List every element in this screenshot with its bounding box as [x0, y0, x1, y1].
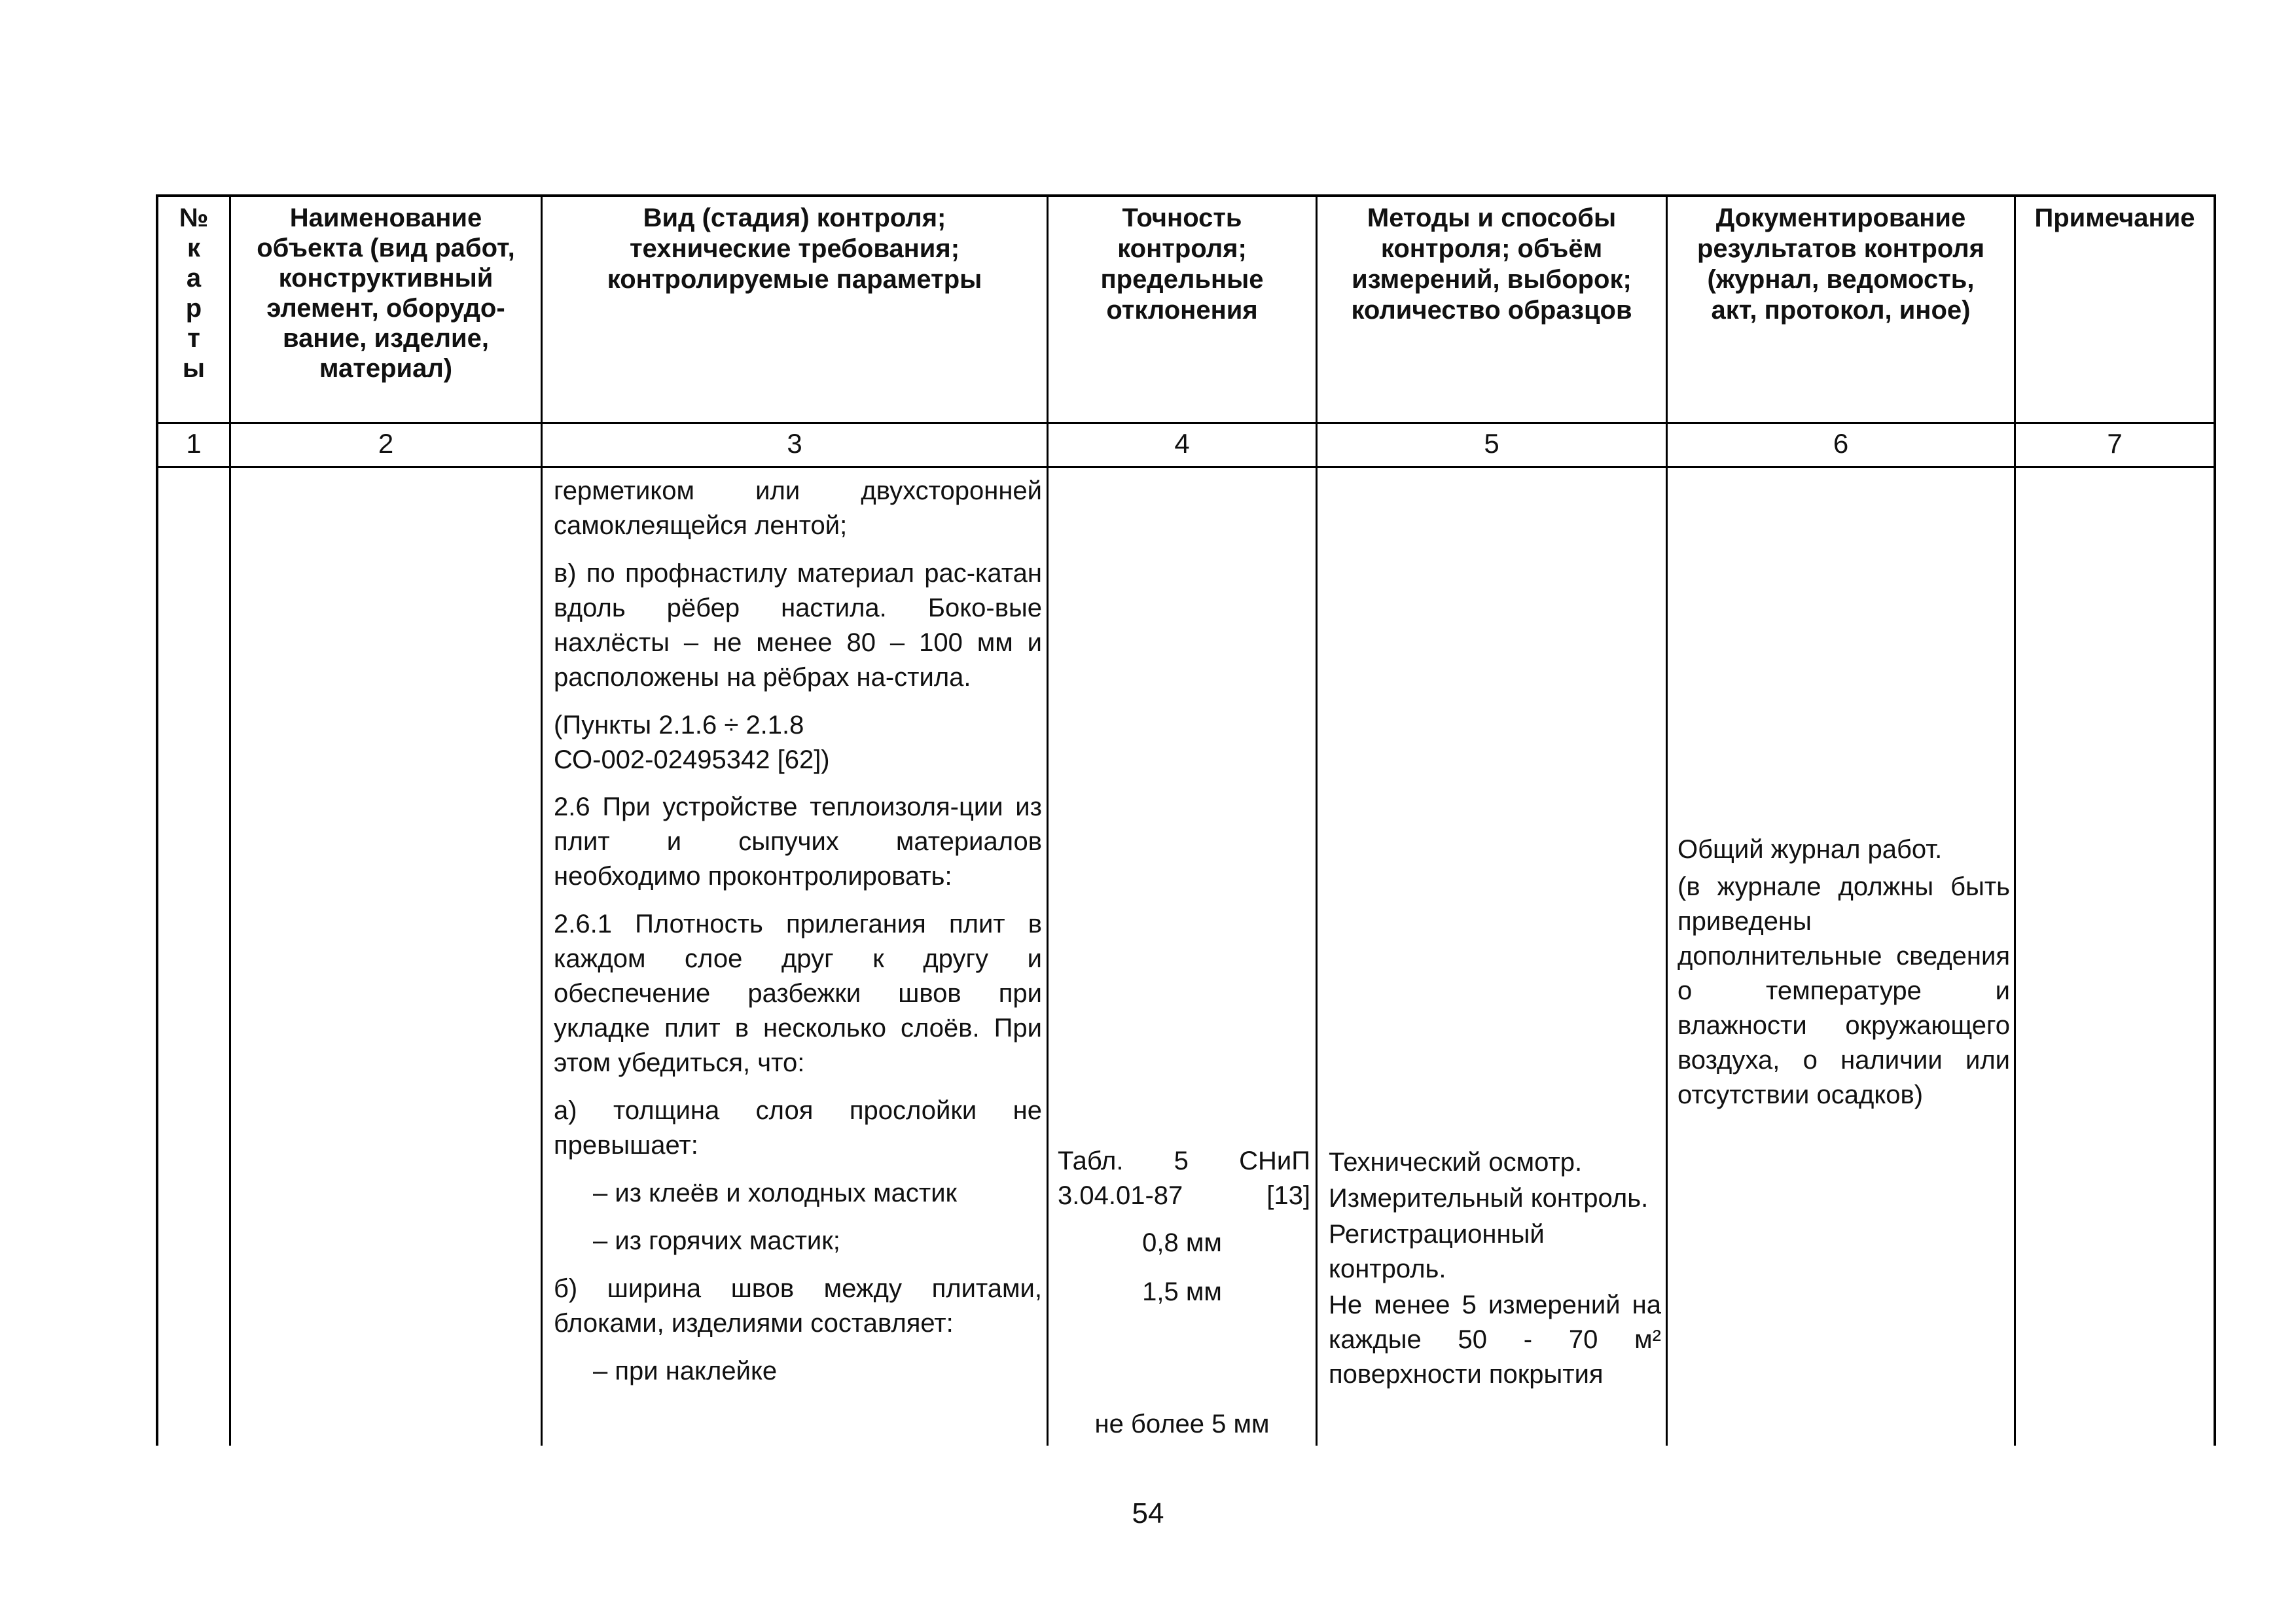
col-divider-5 [1666, 194, 1668, 1446]
header-card-number: № к а р т ы [179, 204, 209, 383]
header-object-name: Наименование объекта (вид работ, конструктивный элемент, оборудо- вание, изделие, материал) [257, 204, 515, 383]
documentation-cell [1677, 832, 2010, 1113]
col-number-2: 2 [378, 428, 394, 459]
header-note: Примечание [2034, 204, 2195, 232]
col-number-7: 7 [2107, 428, 2123, 459]
requirement-profiled-sheet: в) по профнастилу материал рас-катан вдоль рёбер настила. Боко-вые нахлёсты – не менее 80 – 100 мм и расположены на рёбрах на-стила. [554, 559, 1042, 692]
col-number-5: 5 [1484, 428, 1499, 459]
col-number-6: 6 [1833, 428, 1849, 459]
header-accuracy: Точность контроля; предельные отклонения [1100, 204, 1264, 325]
method-registration: Регистрационный контроль. [1329, 1220, 1545, 1283]
requirement-gluing: – при наклейке [593, 1357, 778, 1385]
documentation-details: (в журнале должны быть приведены дополнительные сведения о температуре и влажности окружающего воздуха, о наличии или отсутствии осадков) [1677, 872, 2010, 1109]
header-methods: Методы и способы контроля; объём измерений, выборок; количество образцов [1351, 204, 1632, 325]
tolerance-hot-mastic: 1,5 мм [1142, 1277, 1222, 1306]
requirement-cold-mastic: – из клеёв и холодных мастик [593, 1179, 958, 1207]
requirement-2-6: 2.6 При устройстве теплоизоля-ции из плит и сыпучих материалов необходимо проконтролировать: [554, 793, 1042, 891]
requirement-layer-thickness: а) толщина слоя прослойки не превышает: [554, 1096, 1042, 1160]
documentation-journal: Общий журнал работ. [1677, 835, 1943, 864]
col-divider-4 [1316, 194, 1318, 1446]
col-number-4: 4 [1174, 428, 1190, 459]
requirement-hot-mastic: – из горячих мастик; [593, 1226, 840, 1255]
col-divider-2 [541, 194, 543, 1446]
numbers-bottom-line [156, 466, 2216, 468]
method-measurement: Измерительный контроль. [1329, 1184, 1649, 1213]
method-sample-size: Не менее 5 измерений на каждые 50 - 70 м² поверхности покрытия [1329, 1291, 1661, 1389]
header-bottom-line [156, 422, 2216, 424]
requirement-2-6-1: 2.6.1 Плотность прилегания плит в каждом слое друг к другу и обеспечение разбежки швов при укладке плит в несколько слоёв. При этом убедиться, что: [554, 910, 1042, 1077]
col-number-1: 1 [186, 428, 202, 459]
tolerance-cold-mastic: 0,8 мм [1142, 1228, 1222, 1257]
col-divider-6 [2014, 194, 2016, 1446]
requirements-cell [554, 474, 1042, 1402]
col-number-3: 3 [787, 428, 802, 459]
methods-cell [1329, 1145, 1661, 1392]
header-documentation: Документирование результатов контроля (журнал, ведомость, акт, протокол, иное) [1696, 204, 1985, 325]
page-number: 54 [1132, 1497, 1164, 1529]
header-control-type: Вид (стадия) контроля; технические требования; контролируемые параметры [607, 204, 982, 294]
requirement-reference: (Пункты 2.1.6 ÷ 2.1.8 СО-002-02495342 [62]) [554, 711, 830, 774]
requirement-sealant: герметиком или двухсторонней самоклеящейся лентой; [554, 476, 1042, 540]
tolerance-reference: Табл. 5 СНиП 3.04.01-87 [13] [1058, 1147, 1310, 1210]
method-inspection: Технический осмотр. [1329, 1148, 1583, 1177]
tolerance-gluing: не более 5 мм [1094, 1410, 1270, 1438]
requirement-joint-width: б) ширина швов между плитами, блоками, изделиями составляет: [554, 1274, 1042, 1338]
